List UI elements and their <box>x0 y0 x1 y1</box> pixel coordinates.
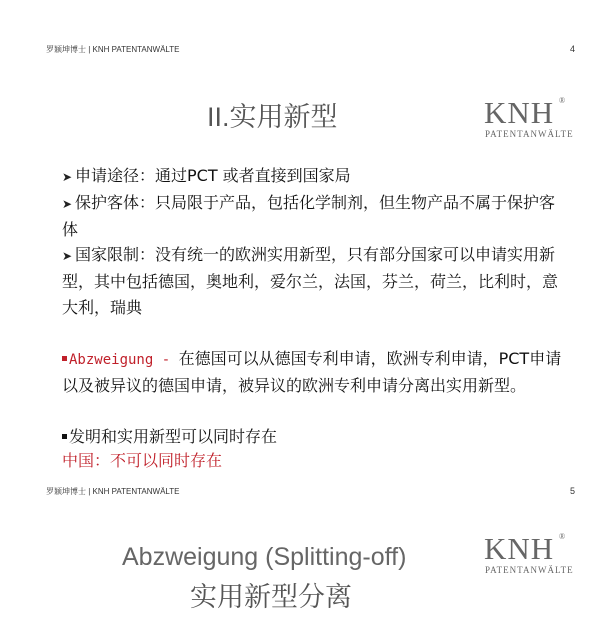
bullet-text: 保护客体：只局限于产品，包括化学制剂，但生物产品不属于保护客体 <box>62 193 556 239</box>
header-author: 罗颖坤博士 | KNH PATENTANWÄLTE <box>46 487 180 496</box>
arrow-bullet-icon: ➤ <box>62 197 73 211</box>
slide-title-line-2: 实用新型分离 <box>190 582 352 613</box>
abzweigung-dash: - <box>153 352 179 368</box>
china-note <box>62 450 564 472</box>
slide-header <box>46 44 575 58</box>
bullet-abzweigung <box>62 346 564 399</box>
bullet-text: 发明和实用新型可以同时存在 <box>69 427 278 446</box>
arrow-bullet-icon: ➤ <box>62 170 73 184</box>
slide-title <box>207 100 338 135</box>
bullet-protection-subject <box>62 190 564 243</box>
header-author: 罗颖坤博士 | KNH PATENTANWÄLTE <box>46 45 180 54</box>
bullet-text: 在德国可以从德国专利申请，欧洲专利申请，PCT申请以及被异议的德国申请，被异议的欧洲专利申请分离出实用新型。 <box>62 349 562 395</box>
logo-subtitle: PATENTANWÄLTE <box>485 129 574 139</box>
china-note-text: 中国：不可以同时存在 <box>62 451 223 470</box>
abzweigung-term: Abzweigung <box>69 352 154 368</box>
slide-title-line-1: Abzweigung (Splitting-off) <box>122 543 407 571</box>
title-roman-numeral: II. <box>207 102 230 132</box>
arrow-bullet-icon: ➤ <box>62 249 73 263</box>
bullet-text: 申请途径：通过PCT 或者直接到国家局 <box>75 166 351 185</box>
bullet-text: 国家限制：没有统一的欧洲实用新型，只有部分国家可以申请实用新型，其中包括德国，奥地利，爱尔兰，法国，芬兰，荷兰，比利时，意大利，瑞典 <box>62 245 559 317</box>
square-bullet-icon <box>62 434 67 439</box>
knh-logo <box>484 532 574 576</box>
logo-registered: ® <box>559 96 566 105</box>
logo-main: KNH <box>484 531 555 566</box>
slide-5 <box>0 476 615 629</box>
page-number: 5 <box>569 486 575 496</box>
logo-registered: ® <box>559 532 566 541</box>
bullet-application-route <box>62 163 564 190</box>
logo-main: KNH <box>484 95 555 130</box>
title-text: 实用新型 <box>229 102 338 133</box>
knh-logo <box>484 96 574 140</box>
square-bullet-icon <box>62 356 67 361</box>
bullet-country-limitation <box>62 242 564 321</box>
slide-header <box>46 486 575 500</box>
bullet-coexistence <box>62 424 564 450</box>
page-number: 4 <box>569 44 575 54</box>
logo-subtitle: PATENTANWÄLTE <box>485 565 574 575</box>
